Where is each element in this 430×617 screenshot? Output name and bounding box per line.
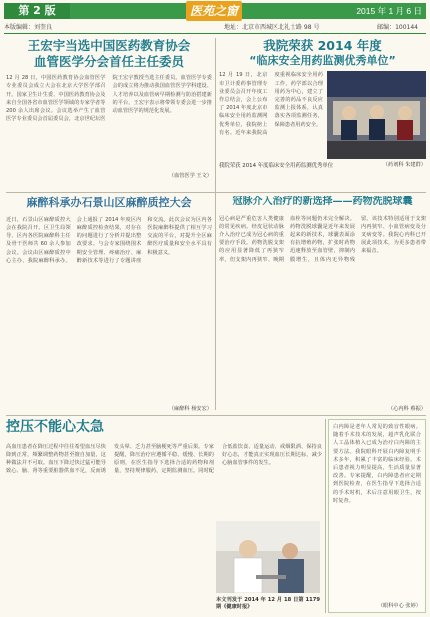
story-2-headline-line-2: “临床安全用药监测优秀单位” — [249, 53, 396, 67]
editor-credit: 本版编辑：刘奎良 — [4, 24, 53, 31]
story-4-headline: 冠脉介入治疗的新选择——药物洗脱球囊 — [232, 196, 413, 207]
story-5-body: 高血压患者在降压过程中往往希望血压尽快降到正常，频繁调整药物甚至擅自加量，这种做法并不可取。血压下降过快过猛可能导致心、脑、肾等重要脏器供血不足，反而诱发头晕、乏力甚至脑梗死等严重后果。专家提醒，降压治疗应遵循平稳、缓慢、长期的原则，在医生指导下选择合适的药物和剂量，坚持规律服药，定期监测血压。同时配合低盐饮食、适量运动、戒烟限酒、保持良好心态，才能真正实现血压长期达标，减少心脑血管事件的发生。 — [6, 443, 322, 475]
story-6-byline: （眼科中心 张婷） — [377, 603, 421, 609]
row-divider-1 — [6, 192, 426, 193]
story-1-body: 12 月 28 日，中国医药教育协会血管医学专业委员会成立大会在北京大学医学部召开。国家卫生计生委、中国医药教育协会及来自全国各省市血管医学领域的专家学者等 200 余人出席会议。会议选举产生了血管医学专业委员会首届委员会，北京世纪坛医院王宏宇教授当选主任委员。血管医学专委会的成立将为推动我国血管医学学科建设、人才培养以及血管病早期检测与防治搭建新的平台，王宏宇表示将带领专委会进一步推动血管医学的规范化发展。 — [6, 75, 212, 123]
doctor-consultation-photo — [216, 521, 320, 593]
story-5-source: 本文刊发于 2014 年 12 月 18 日第 1179 期《健康时报》 — [216, 597, 320, 610]
story-2-headline-line-1: 我院荣获 2014 年度 — [263, 38, 382, 53]
story-4-body: 冠心病是严重危害人类健康的常见疾病。经皮冠状动脉介入治疗已成为冠心病的重要治疗手段。药物洗脱支架的应用显著降低了再狭窄率，但支架内再狭窄、晚期血栓等问题仍未完全解决。药物洗脱球囊是近年来发展起来的新技术，球囊表面涂有抗增殖药物，扩张时药物迅速释放至血管壁，抑制内膜增生，且体内无异物残留。该技术特别适用于支架内再狭窄、小血管病变及分叉病变等。我院心内科已开展此项技术，为更多患者带来福音。 — [219, 215, 426, 263]
column-divider-bottom — [325, 419, 326, 613]
story-drug-safety-award — [219, 38, 426, 188]
column-divider — [215, 38, 216, 410]
edition-label: 第 2 版 — [4, 3, 70, 19]
story-blood-pressure — [6, 419, 322, 613]
story-4-byline: （心内科 蔡振） — [388, 406, 426, 412]
story-5-headline: 控压不能心太急 — [6, 419, 104, 435]
award-ceremony-image — [327, 71, 426, 159]
row-divider-2 — [6, 415, 426, 416]
address: 地址：北京市西城区北礼士路 98 号 — [224, 24, 320, 31]
top-rule — [4, 33, 426, 34]
story-2-content — [219, 71, 426, 171]
info-row — [4, 22, 426, 32]
masthead — [0, 0, 430, 34]
story-2-body: 12 月 19 日，北京市卫计委药事管理专业委员会召开年度工作总结会，会上公布了 2014 年度北京市临床安全用药监测网优秀单位，我院榜上有名。近年来我院高度重视临床安全用药工作，药学部以合理用药为中心，建立了完善的药品不良反应监测上报体系，认真落实各项监测任务，保障患者用药安全。 — [219, 72, 323, 136]
story-anesthesia-qc — [6, 196, 212, 412]
story-1-headline-line-2: 血管医学分会首任主任委员 — [33, 53, 184, 69]
story-2-photo-caption: 我院荣获 2014 年度临床安全用药监测优秀单位 — [219, 163, 334, 170]
story-drug-coated-balloon — [219, 196, 426, 412]
column-title: 医苑之窗 — [186, 1, 242, 21]
story-2-byline: （药剂科 朱建群） — [382, 162, 426, 169]
story-vascular-association — [6, 38, 212, 188]
story-3-headline: 麻醉科承办石景山区麻醉质控大会 — [26, 196, 192, 209]
story-3-byline: （麻醉科 杨安宏） — [168, 406, 212, 412]
story-1-headline — [6, 38, 212, 69]
postcode: 邮编：100144 — [377, 24, 418, 31]
story-1-byline: （血管医学 王文） — [168, 173, 212, 180]
doctor-consultation-image — [216, 521, 320, 593]
story-1-headline-line-1: 王宏宇当选中国医药教育协会 — [27, 38, 191, 53]
story-3-body: 近日，石景山区麻醉质控大会在我院召开。区卫生局领导、区内各医院麻醉科主任及骨干医师共 60 余人参加会议。会议由区麻醉质控中心主办、我院麻醉科承办。会上通报了 2014 年度区内麻醉质控检查结果，对存在的问题进行了分析并提出整改要求。与会专家围绕围术期安全管理、疼痛治疗、麻醉新技术等进行了专题讲座和交流。此次会议为区内各医院麻醉科提供了相互学习交流的平台，对提升全区麻醉医疗质量和安全水平具有积极意义。 — [6, 216, 212, 264]
issue-date: 2015 年 1 月 6 日 — [356, 6, 422, 16]
story-2-headline — [219, 38, 426, 67]
story-6-body: 白内障是老年人常见的致盲性眼病。随着手术技术的发展，超声乳化联合人工晶体植入已成为治疗白内障的主要方法。我院眼科开展白内障复明手术多年，积累了丰富的临床经验。术后患者视力明显提高，生活质量显著改善。专家提醒，白内障患者应定期到医院检查，在医生指导下选择合适的手术时机，术后注意用眼卫生，按时复查。 — [333, 424, 421, 504]
story-cataract-box — [328, 419, 426, 613]
award-ceremony-photo — [327, 71, 426, 159]
